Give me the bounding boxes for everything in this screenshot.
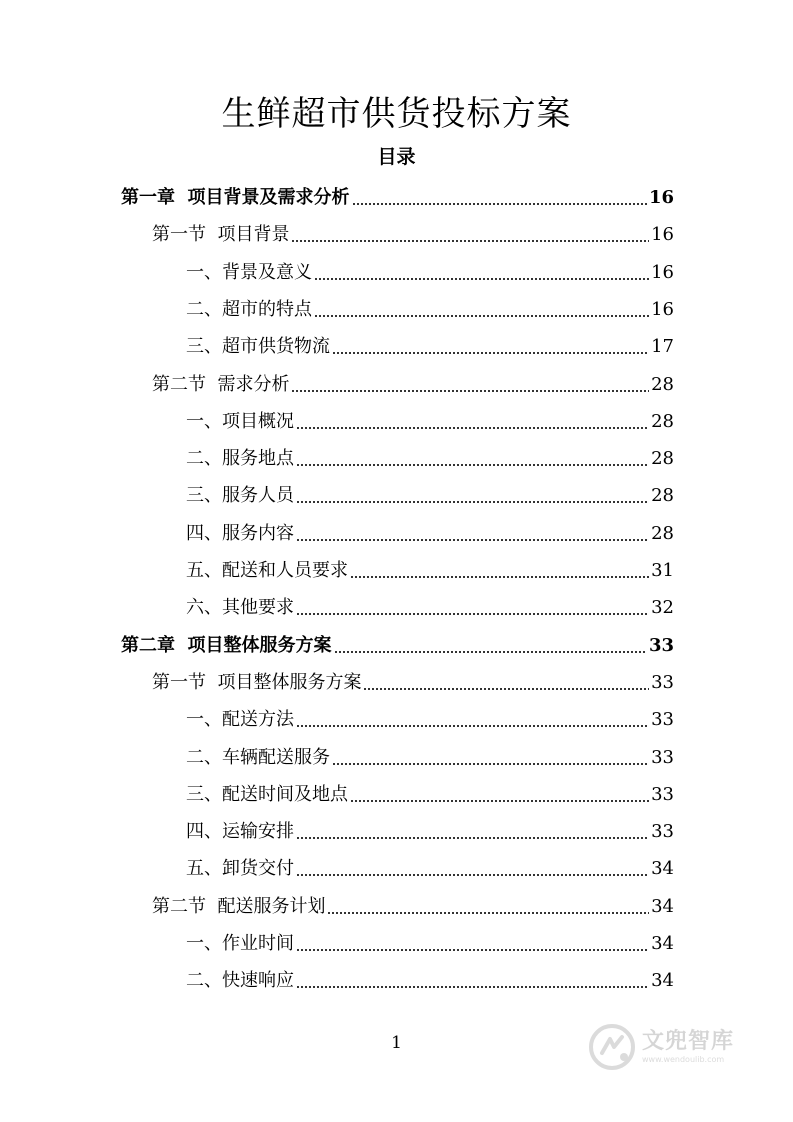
toc-dot-leader: [327, 895, 649, 919]
toc-entry-label: 二、超市的特点: [186, 298, 312, 320]
toc-entry-page: 32: [651, 597, 674, 619]
toc-entry-label: 第一章 项目背景及需求分析: [121, 187, 350, 208]
toc-entry-page: 33: [651, 783, 674, 805]
document-title: 生鲜超市供货投标方案: [221, 94, 572, 134]
toc-entry-label: 第一节 项目背景: [152, 224, 290, 246]
toc-entry-label: 第二节 配送服务计划: [152, 895, 326, 917]
toc-dot-leader: [296, 708, 649, 732]
toc-entry-label: 一、项目概况: [186, 410, 294, 432]
toc-entry-label: 五、配送和人员要求: [186, 560, 348, 581]
toc-entry-label: 第一节 项目整体服务方案: [152, 671, 362, 693]
toc-entry-label: 三、配送时间及地点: [186, 783, 348, 805]
toc-entry-page: 16: [648, 187, 674, 208]
toc-entry-label: 一、作业时间: [186, 933, 294, 954]
toc-entry[interactable]: [186, 441, 674, 471]
toc-entry[interactable]: [186, 553, 674, 583]
toc-entry-page: 33: [651, 671, 674, 693]
toc-dot-leader: [334, 634, 647, 658]
toc-entry-label: 一、配送方法: [186, 709, 294, 731]
toc-entry[interactable]: [186, 777, 674, 807]
toc-entry-page: 33: [651, 821, 674, 843]
toc-entry[interactable]: [186, 702, 674, 732]
toc-entry-label: 第二章 项目整体服务方案: [121, 634, 332, 656]
toc-entry-label: 四、运输安排: [186, 821, 294, 843]
toc-entry[interactable]: [186, 926, 674, 956]
toc-entry-label: 一、背景及意义: [186, 261, 312, 283]
toc-entry-page: 33: [651, 746, 674, 768]
toc-dot-leader: [296, 410, 649, 434]
toc-entry-page: 34: [651, 970, 674, 992]
toc-entry-page: 16: [651, 261, 674, 283]
toc-dot-leader: [332, 746, 649, 770]
toc-entry[interactable]: [152, 665, 674, 695]
toc-entry[interactable]: [186, 740, 674, 770]
toc-entry[interactable]: [152, 367, 674, 397]
toc-dot-leader: [291, 373, 649, 397]
toc-entry[interactable]: [186, 478, 674, 508]
toc-dot-leader: [291, 223, 649, 247]
watermark-url: www.wendoulib.com: [642, 1055, 725, 1064]
toc-dot-leader: [314, 298, 649, 322]
toc-entry[interactable]: [121, 180, 674, 210]
toc-dot-leader: [296, 857, 649, 881]
toc-dot-leader: [352, 186, 647, 210]
toc-dot-leader: [363, 671, 649, 695]
toc-entry[interactable]: [186, 963, 674, 993]
toc-dot-leader: [296, 932, 649, 956]
toc-entry-page: 28: [651, 485, 674, 507]
toc-entry-page: 28: [651, 373, 674, 395]
toc-entry-page: 34: [651, 895, 674, 917]
toc-dot-leader: [296, 820, 649, 844]
toc-entry-page: 33: [648, 634, 674, 656]
toc-entry-page: 28: [651, 448, 674, 470]
toc-entry-label: 二、服务地点: [186, 448, 294, 470]
toc-entry[interactable]: [186, 404, 674, 434]
toc-entry[interactable]: [186, 851, 674, 881]
toc-dot-leader: [296, 522, 649, 546]
toc-dot-leader: [296, 596, 649, 620]
toc-dot-leader: [350, 559, 649, 583]
toc-entry[interactable]: [152, 217, 674, 247]
toc-entry-page: 31: [651, 560, 674, 581]
toc-heading: 目录: [377, 146, 416, 168]
toc-entry[interactable]: [152, 889, 674, 919]
toc-entry[interactable]: [186, 516, 674, 546]
toc-entry[interactable]: [186, 814, 674, 844]
toc-dot-leader: [296, 484, 649, 508]
toc-entry-page: 16: [651, 224, 674, 246]
toc-entry[interactable]: [186, 590, 674, 620]
page-number: 1: [391, 1033, 402, 1053]
toc-dot-leader: [314, 261, 649, 285]
toc-entry-label: 二、车辆配送服务: [186, 746, 330, 768]
toc-entry-label: 三、超市供货物流: [186, 336, 330, 358]
toc-entry[interactable]: [186, 329, 674, 359]
toc-entry[interactable]: [186, 255, 674, 285]
toc-entry-page: 34: [651, 933, 674, 954]
toc-entry-label: 三、服务人员: [186, 485, 294, 507]
toc-entry-label: 六、其他要求: [186, 597, 294, 619]
watermark-logo: [588, 1022, 758, 1072]
toc-entry-page: 34: [651, 858, 674, 880]
toc-entry-page: 33: [651, 709, 674, 731]
toc-entry-label: 四、服务内容: [186, 522, 294, 544]
toc-dot-leader: [296, 447, 649, 471]
toc-dot-leader: [332, 335, 649, 359]
toc-entry-page: 28: [651, 522, 674, 544]
watermark-icon: [588, 1023, 636, 1071]
watermark-name: 文兜智库: [642, 1029, 735, 1054]
toc-dot-leader: [296, 969, 649, 993]
toc-entry-page: 16: [651, 298, 674, 320]
toc-entry[interactable]: [121, 628, 674, 658]
toc-entry-page: 28: [651, 410, 674, 432]
toc-dot-leader: [350, 783, 649, 807]
toc-entry-label: 二、快速响应: [186, 970, 294, 992]
toc-entry[interactable]: [186, 292, 674, 322]
toc-entry-page: 17: [651, 336, 674, 358]
toc-entry-label: 五、卸货交付: [186, 858, 294, 880]
toc-entry-label: 第二节 需求分析: [152, 373, 290, 395]
